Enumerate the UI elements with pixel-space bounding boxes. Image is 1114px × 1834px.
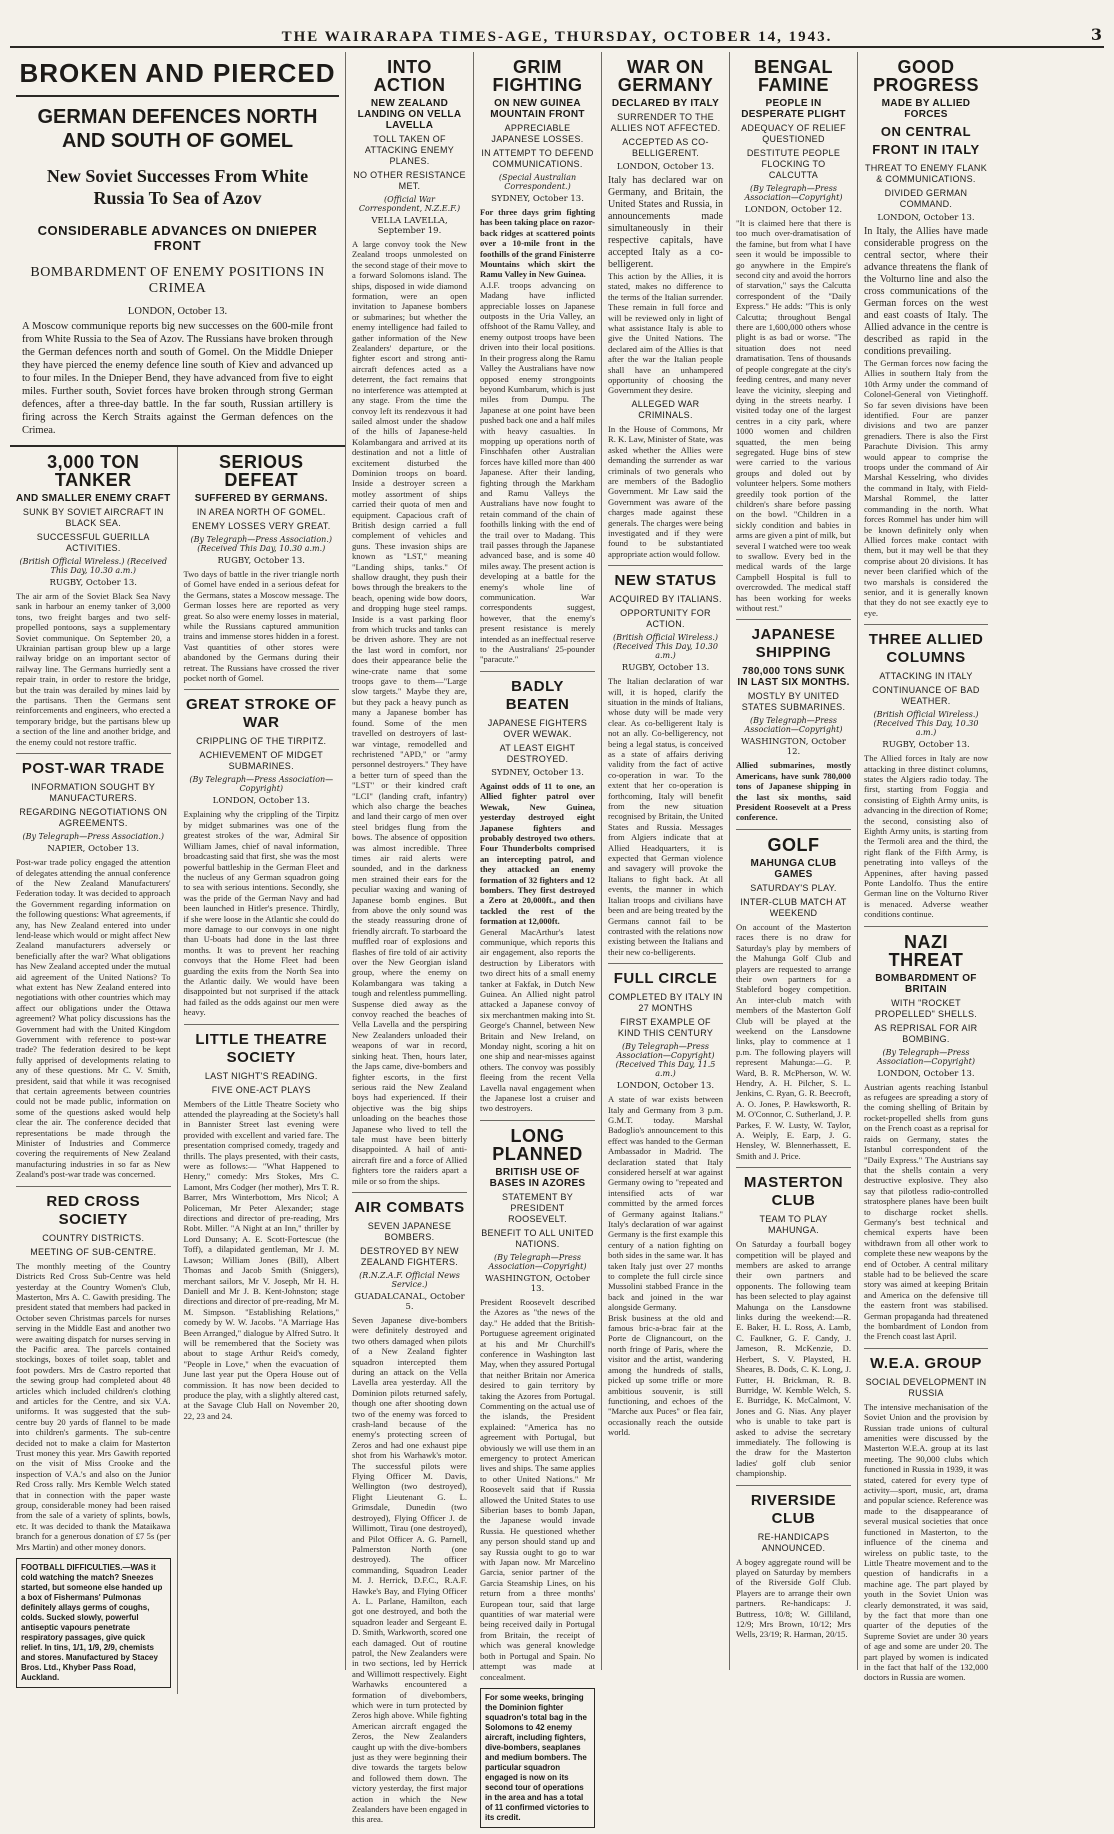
headline: MASTERTON CLUB [743,1174,844,1210]
column-bengal-famine [730,52,858,1670]
headline: RIVERSIDE CLUB [750,1491,837,1527]
story-new-status [608,566,723,964]
headline: GREAT STROKE OF WAR [185,696,337,732]
story-body: A large convoy took the New Zealand troops unmolested on the second stage of their move to a forward Solomons island. The ships, disposed in wide diamond formation, were an open invitation to Japanese bombers or submarines; but whether the enemy intelligence had failed to gather information of the New Zealanders' departure, or the fighter escort and strong anti-aircraft defences acted as a deterrent, the fact remains that no interference was attempted at any stage. From the time the convoy left its rendezvous it had sailed almost under the shadow of the hills of Japanese-held Kolambangara and arrived at its destination and not a little of excitement disturbed the Dominion troops on board. Inside a destroyer screen a motley assortment of ships carried their quota of men and equipment. Capacious craft of British design carried a full complement of vehicles and guns. These invasion ships are known as "LST," meaning "Landing ships, tanks." Of shallow draught, they push their bows through the breakers to the beach, opening wide bow doors, and dropping huge steel ramps. Inside is a vast parking floor from which trucks and tanks can be driven ashore. They are not the last word in comfort, nor does their appearance belie the wine-crate name that some troops gave to them—"Large slow targets." Maybe they are, but they pack a heavy punch as many a Japanese bomber has found. Some of the men travelled on destroyers of last-war vintage, remodelled and rechristened "APD," or "army personnel destroyers." They have a better turn of speed than the "LST" or their kindred craft "LCI" (landing craft, infantry) which also charge the beaches and land their cargo of men over steel bridges flung from the bows. The absence of opposition was almost incredible. Three times air raid alerts were sounded, and in the darkness men strained their ears for the peculiar waxing and waning of Japanese bomb engines. But from above the only sound was the steady reassuring drone of friendly aircraft. To starboard the muffled roar of explosions and flashes of fire told of air activity over the New Georgian island group, where the enemy on Kolambangara was taking a tough and relentless pummelling. Suspense died away as the convoy reached the beaches of Vella Lavella and the perspiring New Zealanders unloaded their weapons of war in record, sinking heat. Then, hours later, the Japs came, dive-bombers and fighter escorts, in the first serious raid the New Zealand boys had experienced. If their objective was the big ships unloading on the beaches those Japanese who lived to tell the tale must have been bitterly disappointed. A hail of anti-aircraft fire and a force of Allied fighters tore the raiders apart a mile or so from the ships. [352,239,467,1186]
lead-body [22,305,333,437]
byline: (By Telegraph—Press Association—Copyright) [488,1252,587,1271]
deck: SEVEN JAPANESE BOMBERS. [367,1220,452,1242]
story-lead: Allied submarines, mostly Americans, have sunk 780,000 tons of Japanese shipping in the last six months, said President Roosevelt at a Press conference. [736,760,851,823]
deck: DIVIDED GERMAN COMMAND. [884,188,968,209]
story-body: General MacArthur's latest communique, which reports this air engagement, also reports the destruction by Liberators with two direct hits of a small enemy tanker at Fakfak, in Dutch New Guinea. An Allied night patrol attacked a Japanese convoy of six merchantmen making into St. George's Channel, between New Britain and New Ireland, on Monday night, scoring a hit on one ship and near-misses against others. The convoy was possibly fleeing from the recent Vella Lavella naval engagement when the Japanese lost a cruiser and two destroyers. [480,926,595,1114]
story-wea-group [864,1349,988,1689]
story-postwar-trade [16,754,171,1187]
byline: (Official War Correspondent, N.Z.E.F.) [358,195,461,213]
story-nazi-threat [864,927,988,1349]
deck: IN AREA NORTH OF GOMEL. [196,507,326,517]
dateline: NAPIER, October 13. [47,844,140,855]
dateline: RUGBY, October 13. [621,663,710,674]
headline: BADLY BEATEN [505,677,570,713]
deck: NEW ZEALAND LANDING ON VELLA LAVELLA [357,98,462,131]
story-good-progress [864,52,988,625]
byline: (By Telegraph—Press Association—Copyright) [744,716,843,735]
story-little-theatre [184,1025,340,1428]
headline: NEW STATUS [614,572,717,590]
deck: REGARDING NEGOTIATIONS ON AGREEMENTS. [19,807,168,829]
lead-dateline: LONDON, October 13. [127,306,228,317]
headline: SERIOUS DEFEAT [218,452,304,490]
story-body: The air arm of the Soviet Black Sea Navy sank in harbour an enemy tanker of 3,000 tons, two freight barges and two self-propelled pontoons, says a supplementary Soviet communique. On September 20, a Ukrainian partisan group blew up a large railway bridge on an important sector of railway line. The Germans hurriedly sent a repair train, in order to restore the bridge, but the train was derailed by mines laid by the partisans. Then the Germans sent reinforcements and engineers, who erected a temporary bridge, but the partisans blew up a section of the line and another bridge, and the enemy could not restore traffic. [16,591,171,747]
story-lead: For three days grim fighting has been taking place on razor-back ridges at scattered points over a 10-mile front in the foothills of the grand Finisterre Mountains which skirt the Ramu Valley in New Guinea. [480,207,595,280]
deck: ACQUIRED BY ITALIANS. [609,594,722,605]
deck: SURRENDER TO THE ALLIES NOT AFFECTED. [610,112,721,133]
story-body: In the House of Commons, Mr R. K. Law, Minister of State, was asked whether the Allies were demanding the surrender as war criminals of two generals who are members of the Badoglio Government. Mr Law said the Government was aware of the charges made against these generals. The charges were being investigated and if they were found to be substantiated appropriate action would follow. [608,423,723,559]
deck: WITH "ROCKET PROPELLED" SHELLS. [874,997,978,1019]
story-body: A.I.F. troops advancing on Madang have inflicted appreciable losses on Japanese outposts in the Uria Valley, an offshoot of the Ramu Valley, and enemy outpost troops have been driven into their local positions. In their progress along the Ramu Valley the Australians have now opposed enemy strongpoints beyond Kumbarum, which is just miles from Dumpu. The Japanese at one point have been pushed back one and a half miles with heavy casualties. In mopping up operations north of Finschhafen other Australian forces have killed more than 400 Japanese. After their landing, fighting through the Markham and Ramu Valleys the Australians have now fought to retain command of the chain of foothills linking with the end of the trail over to Madang. This trail passes through the Japanese advanced base, and is some 40 miles away. The present action is developing at a battle for the enemy's whole line of communication. War correspondents suggest, however, that the enemy's present resistance is merely intended as an ineffectual reserve to the Australians' 25-pounder "paracute." [480,279,595,665]
deck: ATTACKING IN ITALY [879,671,973,682]
story-long-planned [480,1121,595,1834]
deck: ON CENTRAL FRONT IN ITALY [872,124,980,157]
story-body: "It is claimed here that there is too much over-dramatisation of the famine, but from what I have seen it would be impossible to go anywhere in the Empire's second city and avoid the horrors of starvation," says the Calcutta correspondent of the "Daily Express." He adds: "This is only Calcutta; throughout Bengal there are 1,600,000 others whose plight is as bad or worse. "The situation does not need dramatisation. Tens of thousands of people congregate at the city's feeding centres, and many never leave the vicinity, sleeping and dying in the streets nearby. I visited today one of the largest centres in a city park, where 1000 women and children squatted, the men being segregated. Huge bins of stew were carried to the various groups and doled out by volunteer helpers. Some mothers greedily took portion of the children's share before passing on the bowl. "Children in a sickly condition and babies in arms are given a pint of milk, but several I watched were too weak to swallow. Every bed in the medical wards of the large Campbell Hospital is full to overcrowded. The medical staff has been working for weeks without rest." [736,218,851,614]
story-badly-beaten [480,672,595,1121]
boxed-notice: For some weeks, bringing the Dominion fighter squadron's total bag in the Solomons to 42 enemy aircraft, including fighters, dive-bombers, seaplanes and medium bombers. The particular squadron engaged is now on its second tour of operations in the area and has a total of 11 confirmed victories to its credit. [480,1688,595,1828]
headline: AIR COMBATS [354,1198,465,1216]
dateline: LONDON, October 12. [744,205,843,215]
deck: THREAT TO ENEMY FLANK & COMMUNICATIONS. [865,163,987,184]
story-body: Two days of battle in the river triangle north of Gomel have ended in a serious defeat for the Germans, states a Moscow message. The German losses here are reported as very great. So also were enemy losses in material, while the Russians captured ammunition trains and immense stores hidden in a forest. Vast quantities of other stores were abandoned by the Germans during their retreat. The Russians have crossed the river pocket north of Gomel. [183,569,339,684]
column-into-action [346,52,474,1825]
deck: IN ATTEMPT TO DEFEND COMMUNICATIONS. [481,148,594,169]
subhead: ALLEGED WAR CRIMINALS. [631,398,700,420]
headline: THREE ALLIED COLUMNS [868,631,984,667]
deck: COUNTRY DISTRICTS. [42,1232,145,1243]
lead-subhead: GERMAN DEFENCES NORTH AND SOUTH OF GOMEL [37,106,318,152]
byline: (R.N.Z.A.F. Official News Service.) [359,1270,460,1289]
story-body: President Roosevelt described the Azores as "the news of the day." He added that the British-Portuguese agreement originated at his and Mr Churchill's conference in Washington last May, when they assured Portugal that neither Britain nor America desired to gain territory by taking the Azores from Portugal. Commenting on the actual use of the islands, the President explained: "America has no agreement with Portugal, but obviously we will use them in an emergency to protect American lives and ships. The same applies to other United Nations." Mr Roosevelt said that if Russia allowed the United States to use Siberian bases to bomb Japan, the Japanese would invade Russia. He questioned whether any person should stand up and say Russia ought to go to war with Japan now. Mr Marcelino Garcia, senior partner of the Garcia Steamship Lines, on his return from a three months' European tour, said that large quantities of war material were being received daily in Portugal from Britain, the receipt of which was general knowledge both in Portugal and Spain. No attempt was made at concealment. [480,1296,595,1682]
deck: FIVE ONE-ACT PLAYS [211,1084,311,1095]
masthead [10,22,1104,48]
deck: INFORMATION SOUGHT BY MANUFACTURERS. [31,782,156,804]
story-lead: Against odds of 11 to one, an Allied fighter patrol over Wewak, New Guinea, yesterday destroyed eight Japanese fighters and probably destroyed two others. Four Thunderbolts comprised an intercepting patrol, and they attacked an enemy formation of 32 fighters and 12 bombers. They first destroyed a Zero at 20,000ft., and then tackled the rest of the formation at 12,000ft. [480,780,595,927]
dateline: WASHINGTON, October 12. [740,737,846,758]
story-red-cross [16,1187,171,1694]
deck: NO OTHER RESISTANCE MET. [353,170,466,191]
headline: WAR ON GERMANY [617,57,714,95]
deck: APPRECIABLE JAPANESE LOSSES. [491,123,584,144]
deck: OPPORTUNITY FOR ACTION. [620,608,711,630]
story-serious-defeat [184,447,340,690]
headline: RED CROSS SOCIETY [46,1192,141,1228]
story-war-on-germany [608,52,723,566]
headline: LONG PLANNED [492,1125,583,1164]
story-lead: Italy has declared war on Germany, and Britain, the United States and Russia, in announcements made simultaneously in their respective capitals, have accepted Italy as a co-belligerent. [608,175,723,270]
byline: (By Telegraph—Press Association—Copyright) [189,775,334,794]
headline: BENGAL FAMINE [754,57,833,95]
column-grim-fighting [474,52,602,1822]
deck: DESTITUTE PEOPLE FLOCKING TO CALCUTTA [746,148,841,180]
dateline: RUGBY, October 13. [217,556,305,566]
story-bengal-famine [736,52,851,620]
byline: (By Telegraph—Press Association—Copyright) (Received This Day, 11.5 a.m.) [615,1042,716,1079]
story-tanker [16,447,171,754]
deck: CONTINUANCE OF BAD WEATHER. [872,685,980,707]
byline: (British Official Wireless.) (Received This Day, 10.30 a.m.) [873,710,979,738]
dateline: LONDON, October 13. [877,1068,975,1079]
headline: FULL CIRCLE [613,970,718,988]
headline: 3,000 TON TANKER [47,452,140,490]
story-body: Explaining why the crippling of the Tirpitz by midget submarines was one of the greatest strokes of the war, Admiral Sir William James, chief of naval information, broadcasting said that first, she was the most powerful battleship in the German Fleet and the nucleus of any German squadron going to sea with serious intentions. Secondly, she was the pride of the German Navy and had been launched in Hitler's presence. Thirdly, if she were loose in the Atlantic she could do more damage to our convoys in one night than U-boats had done in the last three months. It was to prevent her reaching convoys that the Home Fleet had been guarding the exits from the North Sea into the Atlantic daily. We would have been disappointed but not surprised if the attack had failed as the odds against our men were heavy. [183,809,339,1018]
column-good-progress [858,52,994,1683]
story-body: The intensive mechanisation of the Soviet Union and the provision by Russian trade unions of cultural amenities were discussed by the Masterton W.E.A. group at its last meeting. The 90,000 clubs which functioned in Russia in 1939, it was stated, catered for every type of activity—sport, music, art, drama and popular science. Reference was made to the disappearance of several musical societies that once functioned in Masterton, to the influence of the cinema and wireless on public taste, to the Little Theatre movement and to the question of handicrafts in a machine age. The part played by youth in the Soviet Union was clearly demonstrated, it was said, by the fact that more than one quarter of the deputies of the Supreme Soviet are under 30 years of age and some are under 20. The part played by women is indicated in the fact that half of the 132,000 doctors in Russia are women. [864,1401,988,1683]
headline: JAPANESE SHIPPING [751,626,836,662]
dateline: LONDON, October 13. [877,213,975,223]
newspaper-sheet [10,52,1104,1825]
story-body: The Allied forces in Italy are now attacking in three distinct columns, states the Algiers radio today. The first, starting from Foggia and consisting of Eighth Army units, is advancing in the direction of Rome; the second, consisting also of Eighth Army units, is starting from the Termoli area and the third, the right flank of the Fifth Army, is penetrating into valleys of the Appenines, after having passed Ponte Landolfo. Thus the entire German line on the Volturno River is menaced. Adverse weather conditions continue. [864,753,988,920]
story-body: Members of the Little Theatre Society who attended the playreading at the Society's hall in Bannister Street last evening were provided with excellent and varied fare. The presentation comprised comedy, tragedy and thrills. The plays presented, with their casts, were as follows:— "What Happened to Henry," comedy: Mrs Stokes, Mrs C. Lamont, Mrs Codger (her mother), Mrs T. R. Barrer, Mrs Winterbottom, Mrs Nicol; A Policeman, Mr Peter Alexander; stage directions and director of pre-reading, Mrs Robt. Miller. "A Night at an Inn," thriller by Lord Dunsany; A. E. Scott-Fortescue (the Toff), a dilapidated gentleman, Mr J. M. Lawson; William Jones (Bill), Albert Thomas and Jacob Smith (Sniggers), merchant sailors, Mr V. Joseph, Mr H. H. Daniell and Mr J. B. Kent-Johnston; stage directions and director of pre-reading, Mr M. M. Simpson. "Establishing Relations," comedy by W. W. Jacobs. "A Marriage Has Been Arranged," dialogue by Alfred Sutro. It will be remembered that the Society was about to stage Arthur Reid's comedy, "People in Love," when the evacuation of June last year put the Opera House out of commission. It has now been decided to produce the play, with a slightly altered cast, at the Savage Club Hall on November 20, 22, 23 and 24. [183,1098,339,1421]
story-body: Brisk business at the old and famous bric-a-brac fair at the Porte de Clignancourt, on the north fringe of Paris, where the visitor and the artist, wandering among the hundreds of stalls, picked up some trifle or more ambitious souvenir, is still functioning, and echoes of the "Marche aux Puces" or flea fair, occasionally reach the outside world. [608,1312,723,1438]
headline: LITTLE THEATRE SOCIETY [195,1030,328,1066]
dateline: LONDON, October 13. [616,1081,715,1092]
advertisement: FOOTBALL DIFFICULTIES.—WAS it cold watching the match? Sneezes started, but someone else handed up a box of Fishermans' Pulmonas definitely allays germs of coughs, colds. Sucked slowly, powerful antiseptic vapours penetrate respiratory passages, give quick relief. In tins, 1/1, 1/9, 2/9, chemists and stores. Manufactured by Stacey Bros. Ltd., Khyber Pass Road, Auckland. [16,1558,171,1688]
deck: INTER-CLUB MATCH AT WEEKEND [740,896,847,918]
story-grim-fighting [480,52,595,672]
newspaper-title: THE WAIRARAPA TIMES-AGE, THURSDAY, OCTOBER 14, 1943. [281,29,833,45]
story-japanese-shipping [736,620,851,829]
byline: (By Telegraph—Press Association.) (Received This Day, 10.30 a.m.) [190,535,332,553]
deck: SOCIAL DEVELOPMENT IN RUSSIA [865,1376,987,1398]
subhead: AND SMALLER ENEMY CRAFT [16,493,171,504]
story-lead: In Italy, the Allies have made considerable progress on the central sector, where their advance threatens the flank of the Volturno line and also the cross communications of the German forces on the west and east coasts of Italy. The Allied advance in the centre is described as rapid in the conditions prevailing. [864,226,988,357]
lead-subcolumns [10,445,345,1694]
deck: RE-HANDICAPS ANNOUNCED. [757,1531,830,1553]
story-tirpitz [184,690,340,1024]
deck: LAST NIGHT'S READING. [204,1070,318,1081]
lead-deck: CONSIDERABLE ADVANCES ON DNIEPER FRONT [37,223,318,253]
story-body: Austrian agents reaching Istanbul as refugees are spreading a story of the coming shelling of Britain by rocket-propelled shells from guns on the French coast as a reprisal for raids on Germany, states the Istanbul correspondent of the "Daily Express." The Austrians say that the shells contain a very destructive explosive. They also say that pilotless radio-controlled stratosphere planes have been built to discharge rocket shells. Germany's best technical and chemical experts have been withdrawn from all other work to complete these new weapons by the end of October. A central military stable had to be believed the scare story was aimed at keeping Britain and America on the defensive till the eastern front was stabilised. German propaganda had threatened the bombardment of London from the French coast last April. [864,1081,988,1342]
deck: ON NEW GUINEA MOUNTAIN FRONT [490,98,585,120]
story-body: On Saturday a fourball bogey competition will be played and members are asked to arrange their own partners and opponents. The following team has been selected to play against Mahunga on the Lansdowne links during the weekend:—R. E. Baker, H. L. Ross, A. Lamb, C. Faulkner, G. F. Candy, J. Jameson, R. McKenzie, D. Herbert, S. V. Playsted, H. Sheares, B. Dods, C. K. Long, J. Futter, H. Brickman, R. B. Burridge, W. Kemble Welch, S. E. Burridge, K. McCalmont, V. Jones and G. Nias. Any player who is unable to take part is asked to advise the secretary immediately. The following is the draw for the Masterton ladies' golf club senior championship. [736,1239,851,1479]
byline: (Special Australian Correspondent.) [498,173,577,191]
deck: SUCCESSFUL GUERILLA ACTIVITIES. [36,532,150,553]
story-body: This action by the Allies, it is stated, makes no difference to the terms of the Italian surrender. These remain in full force and will be reviewed only in light of what assistance Italy is able to give the United Nations. The declared aim of the Allies is that after the war the Italian people shall have an unhampered opportunity of choosing the Government they desire. [608,271,723,396]
lead-section [10,52,346,1683]
subhead: SUFFERED BY GERMANS. [194,493,328,504]
byline: (British Official Wireless.) (Received This Day, 10.30 a.m.) [19,557,168,575]
deck: SUNK BY SOVIET AIRCRAFT IN BLACK SEA. [22,507,164,528]
story-full-circle [608,964,723,1443]
deck: ADEQUACY OF RELIEF QUESTIONED [741,123,846,144]
dateline: VELLA LAVELLA, September 19. [371,216,448,236]
story-body: The monthly meeting of the Country Districts Red Cross Sub-Centre was held yesterday at the Country Women's Club, Masterton, Mrs A. C. Gawith presiding. The president stated that members had packed in October seven Christmas parcels for nurses serving in the Middle East and another two were awaiting dispatch for nurses serving in the Pacific area. The parcels contained stockings, boxes of toilet soap, tablet and foot powders. Mrs de Castro reported that the sewing group had completed about 48 articles which included children's clothing and articles for the Centre, and six V.A. uniforms. It was suggested that the sub-centre buy 20 yards of flannel to be made into children's garments. The sub-centre decided not to make a claim for Masterton Trust money this year. Mrs Gawith reported on the visit of Miss Crooke and the inspection of V.A.'s and also on the Junior Red Cross rally. Mrs Kemble Welch stated that in connection with the paper waste group, considerable money had been raised from the sale of a variety of splints, bowls, etc. It was decided to thank the Mataikawa branch for a generous donation of £7 5s (per Mrs Martin) and other money donors. [16,1260,171,1552]
dateline: LONDON, October 13. [212,796,310,807]
deck: ACCEPTED AS CO-BELLIGERENT. [622,137,709,158]
deck: DESTROYED BY NEW ZEALAND FIGHTERS. [360,1245,459,1267]
deck: STATEMENT BY PRESIDENT ROOSEVELT. [501,1191,574,1224]
deck: MOSTLY BY UNITED STATES SUBMARINES. [741,691,846,713]
deck: 780,000 TONS SUNK IN LAST SIX MONTHS. [737,666,850,689]
story-air-combats [352,1193,467,1831]
deck: DECLARED BY ITALY [611,98,720,109]
story-golf [736,830,851,1168]
headline: INTO ACTION [373,57,446,95]
dateline: SYDNEY, October 13. [491,767,584,778]
subhead: CRIPPLING OF THE TIRPITZ. [196,736,327,747]
headline: GOLF [767,834,820,855]
story-three-allied-columns [864,625,988,927]
deck: TOLL TAKEN OF ATTACKING ENEMY PLANES. [364,134,455,166]
dateline: RUGBY, October 13. [882,740,970,751]
story-body: The German forces now facing the Allies in southern Italy from the 10th Army under the command of Colonel-General von Vietinghoff. So far seven divisions have been identified. Four are panzer divisions and two are panzer grenadiers. There is also the First Parachute Division. This army would appear to comprise the troops under the command of Air Marshal Kesselring, who divides the command in Italy, with Field-Marshal Rommel, the latter commanding in the north. What forces Rommel has under him will be known definitely only when Allied forces make contact with them, but it may well be that they comprise about 20 divisions. It has never been clarified which of the two marshals is considered the senior, and it is generally known that they do not see exactly eye to eye. [864,358,988,618]
story-body: A bogey aggregate round will be played on Saturday by members of the Riverside Golf Club. Players are to arrange their own partners. Re-handicaps: J. Buttress, 10/8; W. Gilliland, 12/9; Mrs Brown, 10/12; Mrs Wells, 23/19; R. Harman, 20/15. [736,1556,851,1640]
byline: (By Telegraph—Press Association.) [22,832,164,842]
deck: PEOPLE IN DESPERATE PLIGHT [741,98,846,120]
story-into-action [352,52,467,1193]
deck: MAHUNGA CLUB GAMES [750,857,837,880]
page-number: 3 [1090,25,1102,44]
lead-deck-secondary: BOMBARDMENT OF ENEMY POSITIONS IN CRIMEA [30,265,325,296]
deck: JAPANESE FIGHTERS OVER WEWAK. [487,717,588,739]
deck: COMPLETED BY ITALY IN 27 MONTHS [608,992,723,1014]
story-body: The Italian declaration of war will, it is hoped, clarify the situation in the minds of Italians, whose duty will be made very clear. As co-belligerent Italy is not an ally. Co-belligerency, not being a legal status, is conceived as a state of affairs deriving validity from the fact of active co-operation in war. To the extent that her co-operation is forthcoming, Italy will benefit from the new situation recognised by Britain, the United States and Russia. Messages from Algiers indicate that at Allied Headquarters, it is expected that German violence and savagery will provoke the Italians to fight back. At all events, the manner in which Italian troops and civilians have been and are being treated by the Germans cannot fail to be contrasted with the relations now existing between the Italians and their new co-belligerents. [608,676,723,957]
dateline: LONDON, October 13. [616,162,715,172]
lead-subhead-secondary: New Soviet Successes From White Russia To Sea of Azov [46,166,309,208]
deck: BRITISH USE OF BASES IN AZORES [489,1166,586,1189]
story-body: A state of war exists between Italy and Germany from 3 p.m. G.M.T. today. Marshal Badoglio's announcement to this effect was handed to the German Ambassador in Madrid. The declaration stated that Italy considered herself at war against Germany owing to "repeated and intensified acts of war committed by the armed forces of Germany against Italians." Italy's declaration of war against Germany is the first example this century of a nation fighting on both sides in the same war. It has taken Italy just over 27 months to complete the full circle since Mussolini stabbed France in the back and joined in the war alongside Germany. [608,1094,723,1313]
story-body: Post-war trade policy engaged the attention of delegates attending the annual conference of the New Zealand Manufacturers' Federation today. It was decided to approach the Government regarding information on the following questions: What agreements, if any, has New Zealand entered into under lend-lease which would or might affect New Zealand manufacturers adversely or beneficially after the war? What obligations has New Zealand accepted under the mutual aid agreement of the United Nations? To what extent has New Zealand entered into negotiations with other countries which may affect our obligations under the Ottawa agreement? What policy discussions has the Government had with the United Kingdom Government with reference to post-war trade? The federation desired to be kept fully apprised of developments relating to any of these questions. Mr C. V. Smith, president, said that while it was recognised that certain agreements between countries could not be made public, information on some of the questions asked would help clear the air. The conference decided that representations be made through the Minister of Industries and Commerce covering the requirements of New Zealand manufacturing industries in so far as New Zealand's post-war trade was concerned. [16,857,171,1180]
deck: MADE BY ALLIED FORCES [881,98,971,120]
dateline: WASHINGTON, October 13. [484,1273,590,1294]
story-masterton-club [736,1168,851,1485]
byline: (By Telegraph—Press Association—Copyright) [744,184,843,202]
dateline: GUADALCANAL, October 5. [354,1291,465,1312]
headline: NAZI THREAT [888,931,964,970]
story-body: On account of the Masterton races there is no draw for Saturday's play by members of the Mahunga Golf Club and players are requested to arrange their own partners for a Stableford bogey competition. An inter-club match with members of the Masterton Golf Club will be played at the weekend on the Lansdowne links, play to commence at 1 p.m. The following players will represent Mahunga:—G. P. Ward, B. R. McPherson, W. W. Hendry, A. H. Pilcher, S. L. Jenkins, C. Ryan, G. R. Beecroft, A. O. Jones, P. Hawksworth, R. M. O'Connor, C. Sutherland, J. P. Parkes, F. W. Lusty, W. Taylor, A. Weiply, E. Earp, J. G. Hensley, W. Blennerhassett, E. Smith and J. Price. [736,921,851,1161]
column-war-on-germany [602,52,730,1670]
deck: FIRST EXAMPLE OF KIND THIS CENTURY [617,1017,714,1039]
headline: W.E.A. GROUP [870,1354,982,1372]
deck: AT LEAST EIGHT DESTROYED. [499,742,576,764]
story-riverside-club [736,1486,851,1646]
lead-text: A Moscow communique reports big new successes on the 600-mile front from White Russia to the Sea of Azov. The Russians have broken through the German defences north and south of Gomel. On the Middle Dnieper they have pierced the enemy defence line south of Kiev and advanced up to four miles. In the Dnieper Bend, they have advanced from five to eight miles. Further south, Soviet forces have broken through strong German defences, after a three-day battle. In the far south, Russian artillery is firing across the Kerch Straits against the German defences on the Crimea. [22,321,333,436]
deck: BOMBARDMENT OF BRITAIN [875,972,977,995]
headline: GRIM FIGHTING [492,57,583,95]
byline: (By Telegraph—Press Association—Copyright) [877,1047,975,1066]
story-body: Seven Japanese dive-bombers were definitely destroyed and two others damaged when pilots of a New Zealand fighter squadron intercepted them during an attack on the Vella Lavella area yesterday. All the Dominion pilots returned safely, though one after shooting down two of the enemy was forced to crash-land because of the enemy's protecting screen of Zeros and had one exhaust pipe shot from his Warhawk's motor. The successful pilots were Flying Officer M. Davis, Wellington (two destroyed), Flight Lieutenant G. L. Grimsdale, Dunedin (two destroyed), Flying Officer J. de Willimott, Tirau (one destroyed), and Pilot Officer A. G. Parnell, Palmerston North (one destroyed). The officer commanding, Squadron Leader M. J. Herrick, D.F.C., R.A.F. Hawke's Bay, and Flying Officer A. L. Parlane, Hamilton, each got one destroyed, and both the squadron leader and Sergeant E. D. Smith, Warkworth, scored one each damaged. Out of routine patrol, the New Zealanders were in two sections, led by Herrick and Willimott respectively. Eight Warhawks encountered a formation of divebombers, which were in turn protected by Zeros high above. While fighting American aircraft engaged the Zeros, the New Zealanders caught up with the dive-bombers just as they were beginning their dive towards the targets below and followed them down. The victory yesterday, the first major action in which the New Zealanders have been engaged in this area. [352,1314,467,1825]
deck: ACHIEVEMENT OF MIDGET SUBMARINES. [199,750,324,772]
deck: TEAM TO PLAY MAHUNGA. [759,1214,828,1236]
deck: ENEMY LOSSES VERY GREAT. [191,521,331,531]
deck: SATURDAY'S PLAY. [750,882,837,893]
byline: (British Official Wireless.) (Received This Day, 10.30 a.m.) [612,633,719,661]
subcolumn-right [178,447,346,1694]
deck: BENEFIT TO ALL UNITED NATIONS. [481,1227,594,1249]
headline: GOOD PROGRESS [872,57,980,95]
dateline: SYDNEY, October 13. [491,194,584,204]
deck: MEETING OF SUB-CENTRE. [30,1246,157,1257]
lead-headline: BROKEN AND PIERCED [16,58,339,97]
subcolumn-left [10,447,178,1694]
dateline: RUGBY, October 13. [49,578,137,588]
headline: POST-WAR TRADE [21,760,165,778]
deck: AS REPRISAL FOR AIR BOMBING. [874,1022,978,1044]
